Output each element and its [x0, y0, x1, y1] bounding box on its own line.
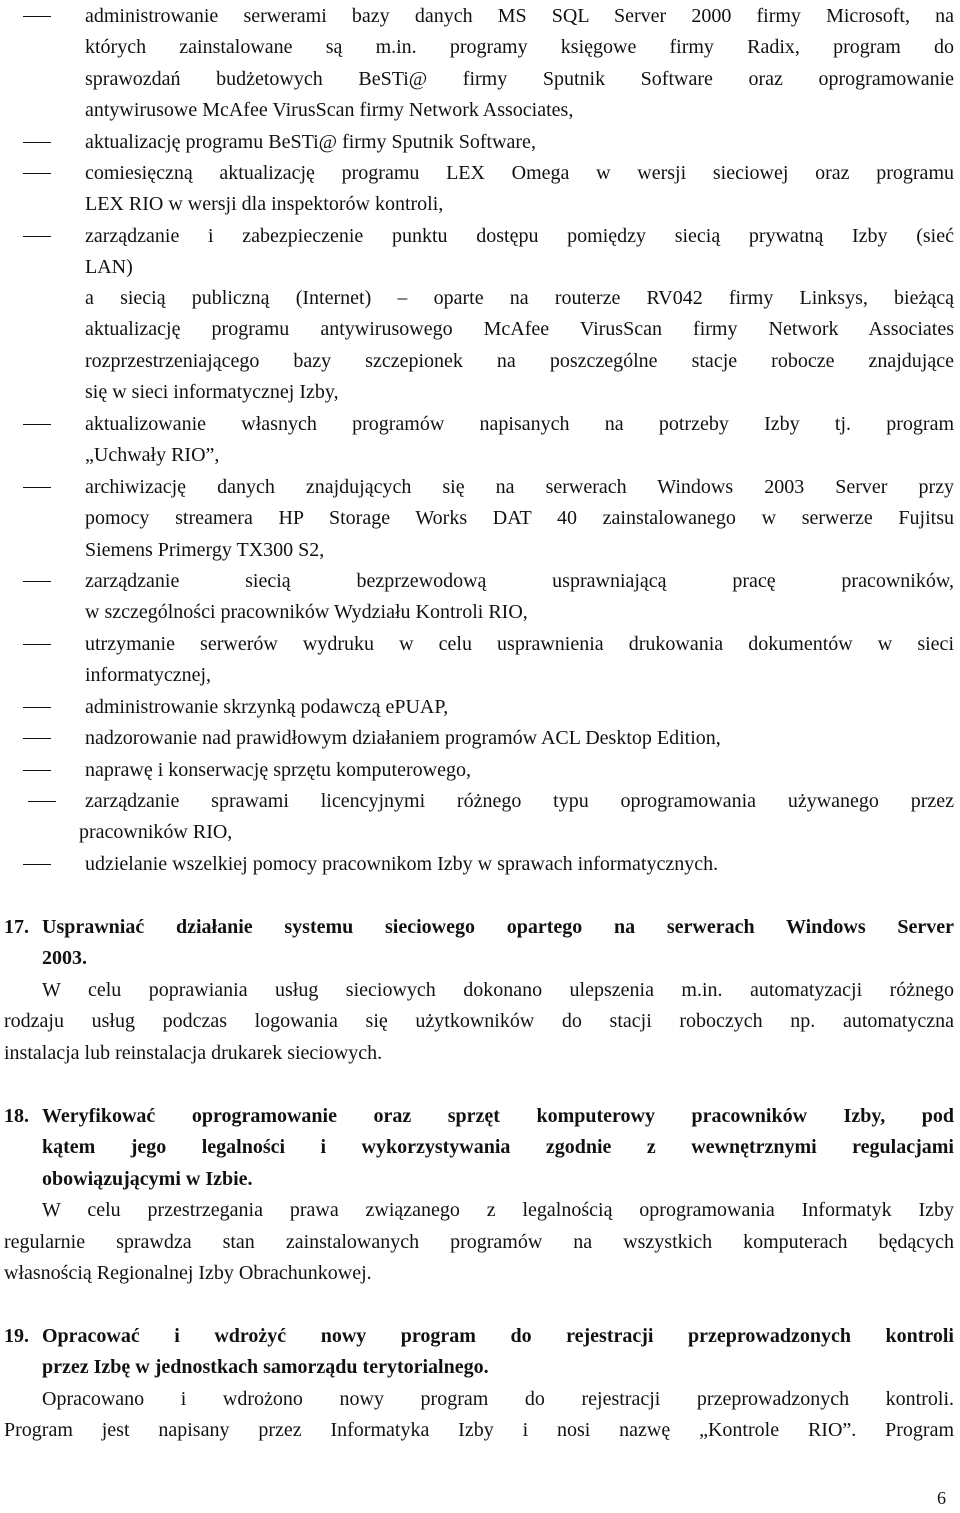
section-body-line: Opracowano i wdrożono nowy program do rejestracji przeprowadzonych kontroli. — [42, 1387, 954, 1410]
bullet-line: pracowników RIO, — [79, 821, 233, 844]
section-number: 19. — [4, 1325, 29, 1347]
bullet-line: nadzorowanie nad prawidłowym działaniem programów ACL Desktop Edition, — [85, 727, 721, 749]
dash-bullet-icon — [28, 801, 56, 802]
bullet-line: zarządzanie sprawami licencyjnymi różnego typu oprogramowania używanego przez — [85, 790, 954, 812]
page-number: 6 — [937, 1488, 946, 1508]
section-body-line: W celu przestrzegania prawa związanego z legalnością oprogramowania Informatyk Izby — [42, 1199, 954, 1222]
section-heading-line: kątem jego legalności i wykorzystywania zgodnie z wewnętrznymi regulacjami — [42, 1136, 954, 1159]
bullet-line: utrzymanie serwerów wydruku w celu usprawnienia drukowania dokumentów w sieci — [85, 633, 954, 655]
dash-bullet-icon — [23, 581, 51, 582]
bullet-line: „Uchwały RIO”, — [85, 444, 220, 467]
bullet-line: aktualizację programu antywirusowego McAfee VirusScan firmy Network Associates — [85, 318, 954, 341]
section-heading-line: obowiązującymi w Izbie. — [42, 1167, 253, 1190]
section-heading-line: przez Izbę w jednostkach samorządu terytorialnego. — [42, 1356, 489, 1379]
bullet-line: aktualizowanie własnych programów napisanych na potrzeby Izby tj. program — [85, 413, 954, 435]
dash-bullet-icon — [23, 644, 51, 645]
section-heading-line: 2003. — [42, 947, 87, 970]
bullet-line: Siemens Primergy TX300 S2, — [85, 538, 325, 561]
bullet-line: sprawozdań budżetowych BeSTi@ firmy Sputnik Software oraz oprogramowanie — [85, 67, 954, 90]
bullet-line: się w sieci informatycznej Izby, — [85, 381, 339, 404]
dash-bullet-icon — [23, 487, 51, 488]
section-heading-line: Opracować i wdrożyć nowy program do rejestracji przeprowadzonych kontroli — [42, 1325, 954, 1347]
bullet-line: pomocy streamera HP Storage Works DAT 40 zainstalowanego w serwerze Fujitsu — [85, 507, 954, 530]
bullet-line: zarządzanie siecią bezprzewodową usprawniającą pracę pracowników, — [85, 570, 954, 592]
bullet-line: LEX RIO w wersji dla inspektorów kontroli, — [85, 193, 444, 216]
section-body-line: instalacja lub reinstalacja drukarek sieciowych. — [4, 1041, 383, 1064]
bullet-line: informatycznej, — [85, 664, 212, 687]
bullet-line: antywirusowe McAfee VirusScan firmy Network Associates, — [85, 99, 574, 122]
bullet-line: zarządzanie i zabezpieczenie punktu dostępu pomiędzy siecią prywatną Izby (sieć — [85, 225, 954, 247]
dash-bullet-icon — [23, 864, 51, 865]
dash-bullet-icon — [23, 770, 51, 771]
section-body-line: Program jest napisany przez Informatyka Izby i nosi nazwę „Kontrole RIO”. Program — [4, 1419, 954, 1442]
bullet-line: LAN) — [85, 256, 133, 279]
bullet-line: aktualizację programu BeSTi@ firmy Sputnik Software, — [85, 131, 536, 153]
bullet-line: w szczególności pracowników Wydziału Kontroli RIO, — [85, 601, 528, 624]
section-body-line: W celu poprawiania usług sieciowych dokonano ulepszenia m.in. automatyzacji różnego — [42, 978, 954, 1001]
bullet-line: administrowanie serwerami bazy danych MS SQL Server 2000 firmy Microsoft, na — [85, 5, 954, 27]
section-heading-line: Weryfikować oprogramowanie oraz sprzęt komputerowy pracowników Izby, pod — [42, 1105, 954, 1127]
dash-bullet-icon — [23, 173, 51, 174]
section-heading-line: Usprawniać działanie systemu sieciowego opartego na serwerach Windows Server — [42, 916, 954, 938]
bullet-line: archiwizację danych znajdujących się na serwerach Windows 2003 Server przy — [85, 476, 954, 498]
section-body-line: regularnie sprawdza stan zainstalowanych programów na wszystkich komputerach będących — [4, 1230, 954, 1253]
bullet-line: udzielanie wszelkiej pomocy pracownikom Izby w sprawach informatycznych. — [85, 853, 719, 875]
dash-bullet-icon — [23, 707, 51, 708]
bullet-line: a siecią publiczną (Internet) ⎯ oparte na routerze RV042 firmy Linksys, bieżącą — [85, 287, 954, 309]
dash-bullet-icon — [23, 236, 51, 237]
dash-bullet-icon — [23, 424, 51, 425]
section-number: 17. — [4, 916, 29, 938]
dash-bullet-icon — [23, 16, 51, 17]
bullet-line: rozprzestrzeniającego bazy szczepionek na poszczególne stacje robocze znajdujące — [85, 349, 954, 372]
section-body-line: rodzaju usług podczas logowania się użytkowników do stacji roboczych np. automatyczna — [4, 1010, 954, 1033]
dash-bullet-icon — [23, 738, 51, 739]
bullet-line: comiesięczną aktualizację programu LEX Omega w wersji sieciowej oraz programu — [85, 162, 954, 184]
bullet-line: naprawę i konserwację sprzętu komputerowego, — [85, 759, 471, 781]
bullet-line: administrowanie skrzynką podawczą ePUAP, — [85, 696, 449, 718]
bullet-line: których zainstalowane są m.in. programy księgowe firmy Radix, program do — [85, 36, 954, 59]
section-number: 18. — [4, 1105, 29, 1127]
section-body-line: własnością Regionalnej Izby Obrachunkowej. — [4, 1262, 372, 1284]
dash-bullet-icon — [23, 142, 51, 143]
